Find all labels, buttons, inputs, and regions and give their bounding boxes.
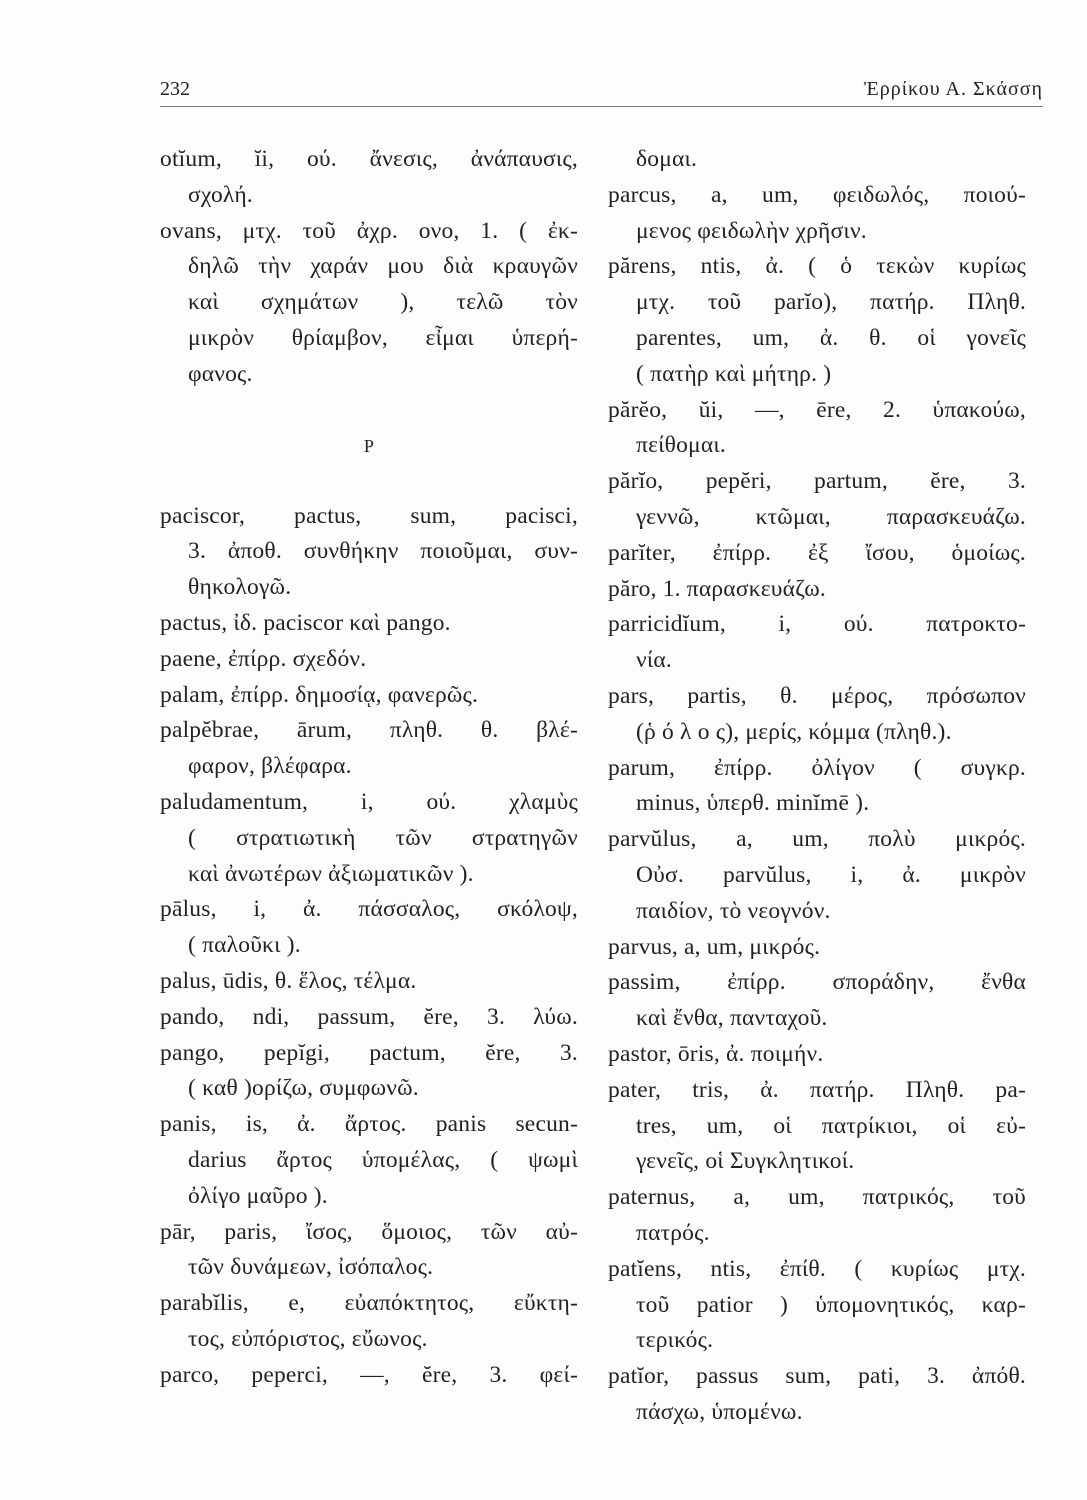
entry-line: minus, ὑπερθ. minĭmē ). bbox=[636, 790, 870, 817]
entry-line: otĭum, ĭi, ού. ἄνεσις, ἀνάπαυσις, bbox=[160, 146, 578, 172]
entry-line: pactus, ἰδ. paciscor καὶ pango. bbox=[160, 609, 451, 636]
entry-line: darius ἄρτος ὑπομέλας, ( ψωμὶ bbox=[188, 1146, 578, 1173]
entry-line: μτχ. τοῦ parĭo), πατήρ. Πληθ. bbox=[636, 289, 1026, 316]
entry-line: σχολή. bbox=[188, 181, 253, 208]
entry-line: ( στρατιωτικὴ τῶν στρατηγῶν bbox=[188, 824, 578, 851]
running-head: Ἐρρίκου Α. Σκάσση bbox=[863, 78, 1043, 100]
entry-line: τερικός. bbox=[636, 1327, 714, 1354]
entry-line: patĭor, passus sum, pati, 3. ἀπόθ. bbox=[608, 1363, 1026, 1390]
entry-line: παιδίον, τὸ νεογνόν. bbox=[636, 897, 831, 924]
entry-line: parco, peperci, —, ĕre, 3. φεί- bbox=[160, 1361, 578, 1388]
entry-line: părĕo, ŭi, —, ēre, 2. ὑπακούω, bbox=[608, 396, 1026, 423]
entry-line: palpĕbrae, ārum, πληθ. θ. βλέ- bbox=[160, 717, 578, 744]
entry-line: 3. ἀποθ. συνθήκην ποιοῦμαι, συν- bbox=[188, 538, 578, 565]
entry-line: parĭter, ἐπίρρ. ἐξ ἴσου, ὁμοίως. bbox=[608, 539, 1026, 566]
entry-line: panis, is, ἀ. ἄρτος. panis secun- bbox=[160, 1111, 578, 1138]
spacer bbox=[160, 481, 578, 499]
entry-line: ovans, μτχ. τοῦ ἀχρ. ονο, 1. ( ἐκ- bbox=[160, 217, 578, 244]
entry-line: pando, ndi, passum, ĕre, 3. λύω. bbox=[160, 1003, 578, 1030]
entry-line: parentes, um, ἀ. θ. οἱ γονεῖς bbox=[636, 324, 1026, 351]
entry-line: paludamentum, i, ού. χλαμὺς bbox=[160, 788, 578, 815]
page-header bbox=[160, 70, 1043, 107]
entry-line: δηλῶ τὴν χαράν μου διὰ κραυγῶν bbox=[188, 253, 578, 280]
entry-line: μενος φειδωλὴν χρῆσιν. bbox=[636, 217, 867, 244]
entry-line: τῶν δυνάμεων, ἰσόπαλος. bbox=[188, 1254, 434, 1281]
right-column bbox=[608, 142, 1026, 1431]
entry-line: păro, 1. παρασκευάζω. bbox=[608, 575, 826, 602]
entry-line: paene, ἐπίρρ. σχεδόν. bbox=[160, 645, 367, 672]
spacer bbox=[160, 393, 578, 411]
entry-line: părĭo, pepĕri, partum, ĕre, 3. bbox=[608, 468, 1026, 495]
entry-line: πάσχω, ὑπομένω. bbox=[636, 1398, 803, 1425]
entry-line: părens, ntis, ἀ. ( ὁ τεκὼν κυρίως bbox=[608, 253, 1026, 280]
entry-line: καὶ ἀνωτέρων ἀξιωματικῶν ). bbox=[188, 860, 474, 887]
entry-line: γενεῖς, οἱ Συγκλητικοί. bbox=[636, 1148, 855, 1175]
entry-line: pars, partis, θ. μέρος, πρόσωπον bbox=[608, 682, 1026, 709]
entry-line: (ῥ ό λ ο ς), μερίς, κόμμα (πληθ.). bbox=[636, 718, 952, 745]
entry-line: parum, ἐπίρρ. ὀλίγον ( συγκρ. bbox=[608, 754, 1026, 781]
section-letter: P bbox=[363, 435, 375, 456]
left-column bbox=[160, 142, 578, 1394]
entry-line: pater, tris, ἀ. πατήρ. Πληθ. pa- bbox=[608, 1076, 1026, 1103]
entry-line: δομαι. bbox=[636, 146, 698, 172]
entry-line: parvus, a, um, μικρός. bbox=[608, 933, 821, 960]
entry-line: θηκολογῶ. bbox=[188, 574, 292, 601]
entry-line: paternus, a, um, πατρικός, τοῦ bbox=[608, 1184, 1026, 1211]
entry-line: τος, εὐπόριστος, εὔωνος. bbox=[188, 1325, 428, 1352]
entry-line: parcus, a, um, φειδωλός, ποιού- bbox=[608, 181, 1026, 208]
entry-line: parricidĭum, i, ού. πατροκτο- bbox=[608, 611, 1026, 638]
entry-line: ( καθ )ορίζω, συμφωνῶ. bbox=[188, 1075, 419, 1102]
entry-line: parvŭlus, a, um, πολὺ μικρός. bbox=[608, 826, 1026, 853]
entry-line: passim, ἐπίρρ. σποράδην, ἔνθα bbox=[608, 969, 1026, 996]
entry-line: pastor, ōris, ἀ. ποιμήν. bbox=[608, 1040, 824, 1067]
entry-line: τοῦ patior ) ὑπομονητικός, καρ- bbox=[636, 1291, 1026, 1318]
entry-line: ( πατὴρ καὶ μήτηρ. ) bbox=[636, 360, 832, 387]
entry-line: πατρός. bbox=[636, 1219, 710, 1246]
entry-line: γεννῶ, κτῶμαι, παρασκευάζω. bbox=[636, 503, 1026, 530]
entry-line: pālus, i, ἀ. πάσσαλος, σκόλοψ, bbox=[160, 896, 578, 923]
entry-line: νία. bbox=[636, 647, 672, 674]
entry-line: paciscor, pactus, sum, pacisci, bbox=[160, 502, 578, 529]
entry-line: καὶ ἔνθα, πανταχοῦ. bbox=[636, 1005, 828, 1032]
entry-line: pango, pepĭgi, pactum, ĕre, 3. bbox=[160, 1039, 578, 1066]
entry-line: ( παλοῦκι ). bbox=[188, 932, 301, 959]
entry-line: tres, um, οἱ πατρίκιοι, οἱ εὐ- bbox=[636, 1112, 1026, 1139]
entry-line: φαρον, βλέφαρα. bbox=[188, 753, 352, 780]
page-number: 232 bbox=[160, 78, 190, 100]
entry-line: μικρὸν θρίαμβον, εἶμαι ὑπερή- bbox=[188, 324, 578, 351]
entry-line: ὀλίγο μαῦρο ). bbox=[188, 1182, 328, 1209]
entry-line: πείθομαι. bbox=[636, 432, 726, 459]
entry-line: pār, paris, ἴσος, ὅμοιος, τῶν αὐ- bbox=[160, 1218, 578, 1245]
entry-line: Οὐσ. parvŭlus, i, ἀ. μικρὸν bbox=[636, 861, 1026, 888]
entry-line: parabĭlis, e, εὐαπόκτητος, εὔκτη- bbox=[160, 1290, 578, 1317]
entry-line: palus, ūdis, θ. ἕλος, τέλμα. bbox=[160, 967, 417, 994]
entry-line: patĭens, ntis, ἐπίθ. ( κυρίως μτχ. bbox=[608, 1255, 1026, 1282]
entry-line: palam, ἐπίρρ. δημοσίᾳ, φανερῶς. bbox=[160, 681, 479, 708]
entry-line: φανος. bbox=[188, 360, 253, 387]
entry-line: καὶ σχημάτων ), τελῶ τὸν bbox=[188, 289, 578, 316]
